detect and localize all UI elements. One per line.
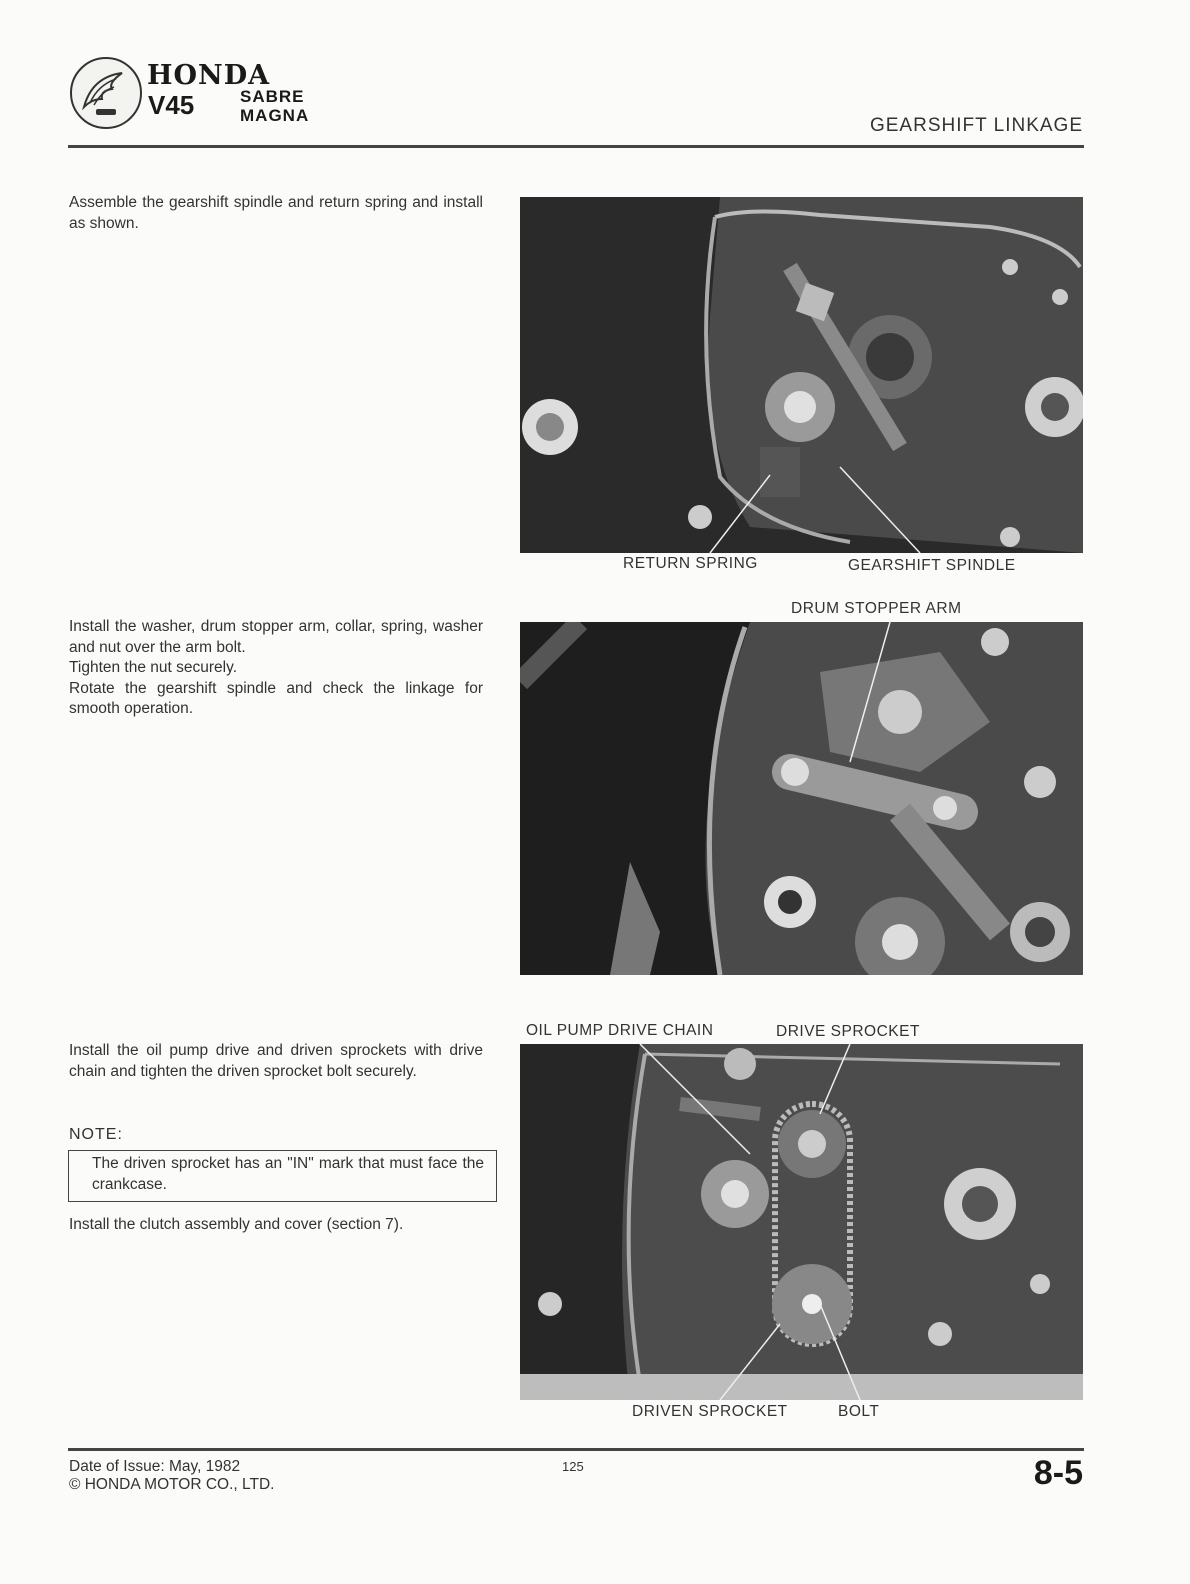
note-box bbox=[68, 1150, 497, 1202]
step2-paragraph-3: Rotate the gearshift spindle and check the linkage for smooth operation. bbox=[69, 679, 483, 717]
photo-gearshift-spindle bbox=[520, 197, 1083, 553]
step1-paragraph: Assemble the gearshift spindle and return spring and install as shown. bbox=[69, 194, 483, 232]
step1-text bbox=[69, 193, 483, 234]
note-text: The driven sprocket has an "IN" mark that must face the crankcase. bbox=[92, 1155, 484, 1193]
photo-drum-stopper-arm bbox=[520, 622, 1083, 975]
callout-gearshift-spindle: GEARSHIFT SPINDLE bbox=[848, 557, 1016, 574]
page-number: 125 bbox=[562, 1459, 584, 1474]
callout-drum-stopper-arm: DRUM STOPPER ARM bbox=[791, 600, 962, 617]
step3-paragraph: Install the oil pump drive and driven sprockets with drive chain and tighten the driven sprocket bolt securely. bbox=[69, 1042, 483, 1080]
model-variant-magna: MAGNA bbox=[240, 106, 310, 125]
footer-issue-info bbox=[69, 1458, 274, 1494]
header-rule bbox=[68, 145, 1084, 148]
photo-oil-pump-sprockets bbox=[520, 1044, 1083, 1400]
step3-text bbox=[69, 1041, 483, 1082]
note-label: NOTE: bbox=[69, 1126, 123, 1143]
callout-driven-sprocket: DRIVEN SPROCKET bbox=[632, 1403, 788, 1420]
model-variant-sabre: SABRE bbox=[240, 87, 305, 106]
step2-paragraph-1: Install the washer, drum stopper arm, collar, spring, washer and nut over the arm bolt. bbox=[69, 618, 483, 656]
section-title: GEARSHIFT LINKAGE bbox=[869, 115, 1083, 136]
callout-return-spring: RETURN SPRING bbox=[623, 555, 758, 572]
issue-date: Date of Issue: May, 1982 bbox=[69, 1458, 241, 1475]
callout-drive-sprocket: DRIVE SPROCKET bbox=[776, 1023, 920, 1040]
section-number: 8-5 bbox=[1033, 1454, 1083, 1492]
step2-paragraph-2: Tighten the nut securely. bbox=[69, 659, 238, 676]
callout-bolt: BOLT bbox=[838, 1403, 880, 1420]
footer-rule bbox=[68, 1448, 1084, 1451]
brand-name: HONDA bbox=[147, 60, 271, 91]
copyright: © HONDA MOTOR CO., LTD. bbox=[69, 1476, 275, 1493]
step3-after-note bbox=[69, 1215, 483, 1236]
step3-final-paragraph: Install the clutch assembly and cover (section 7). bbox=[69, 1216, 404, 1233]
honda-wing-logo bbox=[70, 57, 142, 129]
model-name: V45 bbox=[148, 90, 195, 120]
callout-oil-pump-drive-chain: OIL PUMP DRIVE CHAIN bbox=[526, 1022, 714, 1039]
step2-text bbox=[69, 617, 483, 720]
